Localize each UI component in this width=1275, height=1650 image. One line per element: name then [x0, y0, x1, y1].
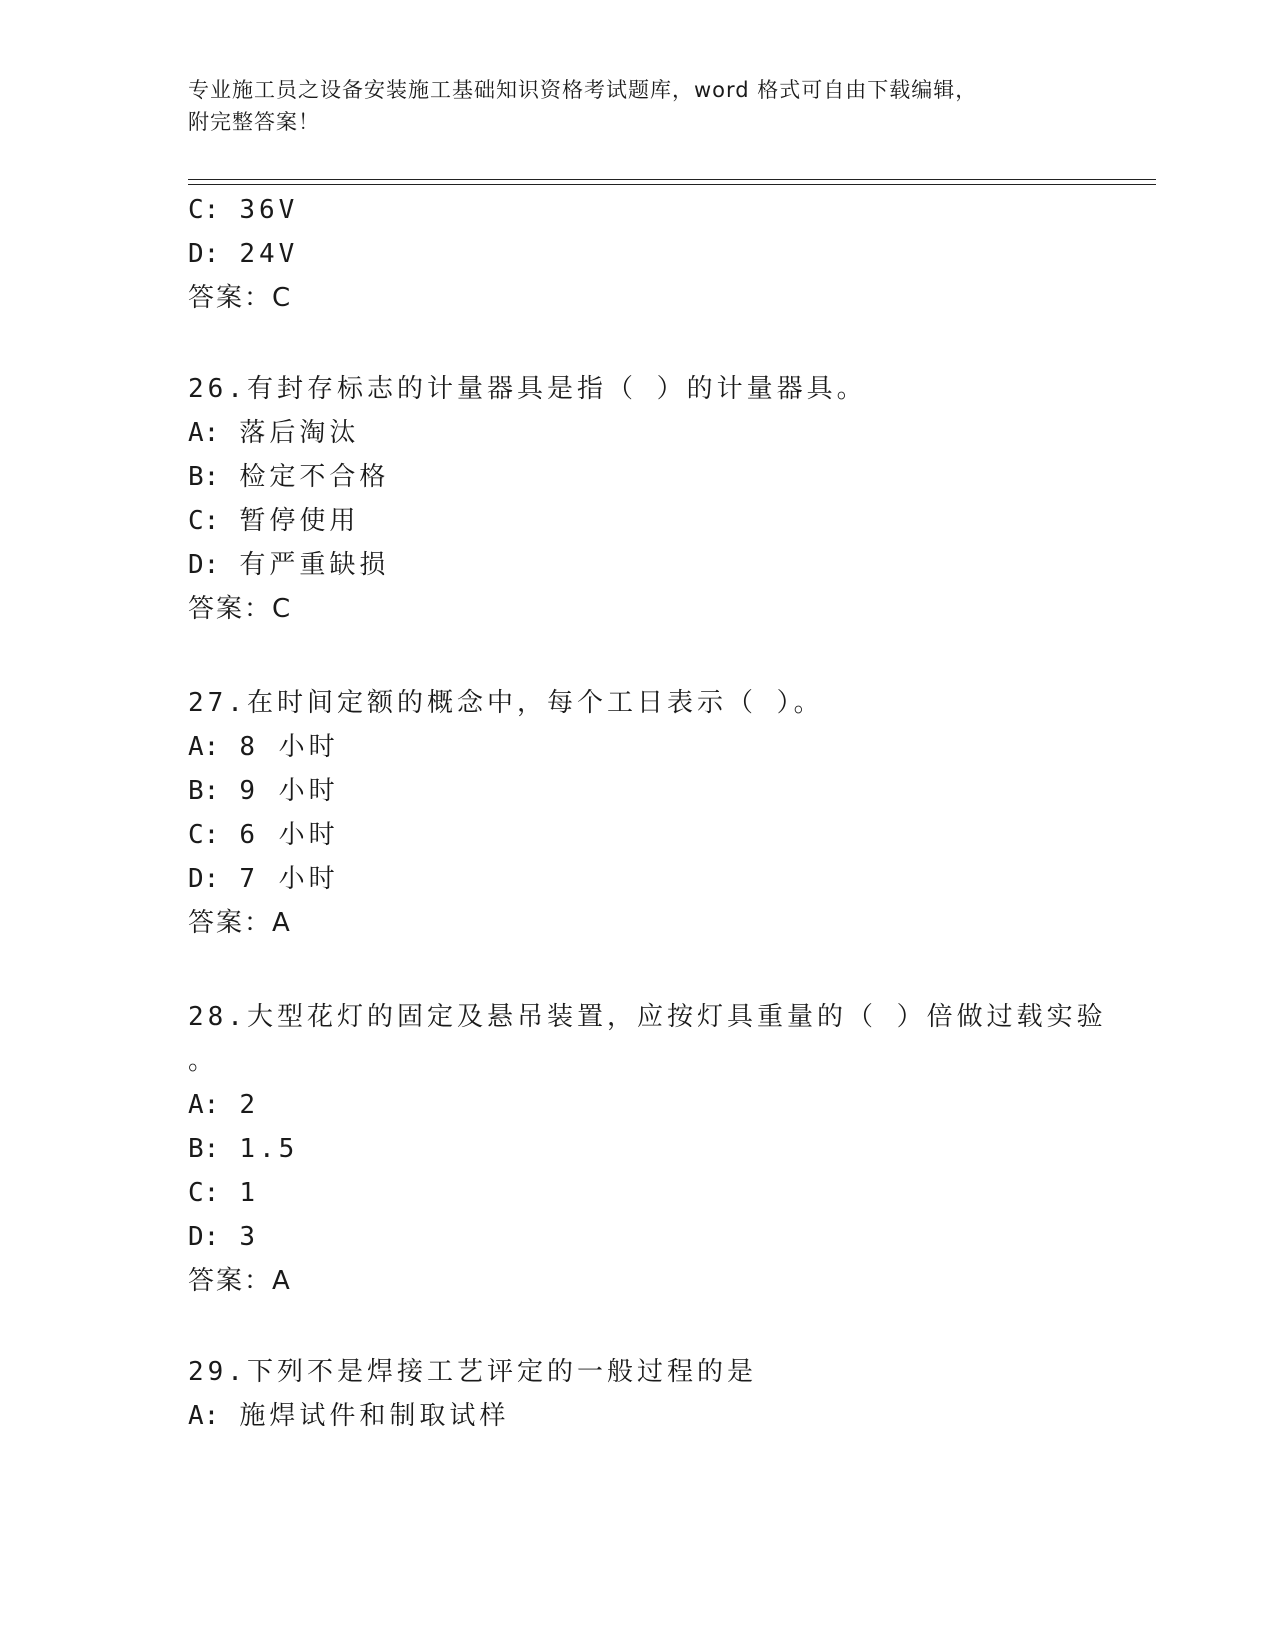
- question-27-option-b: B: 9 小时: [188, 776, 339, 806]
- question-26-option-c: C: 暂停使用: [188, 506, 360, 536]
- question-29-option-a: A: 施焊试件和制取试样: [188, 1401, 510, 1431]
- option-c: C: 36V: [188, 195, 299, 225]
- option-d: D: 24V: [188, 239, 299, 269]
- question-26-option-a: A: 落后淘汰: [188, 418, 360, 448]
- question-29-stem: 29.下列不是焊接工艺评定的一般过程的是: [188, 1357, 757, 1387]
- document-header: [188, 74, 1068, 138]
- question-26-option-b: B: 检定不合格: [188, 462, 390, 492]
- question-28-option-d: D: 3: [188, 1222, 259, 1252]
- question-28-option-b: B: 1.5: [188, 1134, 299, 1164]
- header-divider-top: [188, 179, 1156, 180]
- question-28-stem: 28.大型花灯的固定及悬吊装置，应按灯具重量的（ ）倍做过载实验: [188, 1002, 1107, 1032]
- question-27-option-c: C: 6 小时: [188, 820, 339, 850]
- header-line-2: 附完整答案！: [188, 110, 320, 134]
- question-26-option-d: D: 有严重缺损: [188, 550, 390, 580]
- answer-line: 答案：C: [188, 283, 293, 313]
- question-28-stem-continuation: 。: [188, 1046, 219, 1076]
- question-28-option-a: A: 2: [188, 1090, 259, 1120]
- question-27-option-d: D: 7 小时: [188, 864, 339, 894]
- header-line-1: 专业施工员之设备安装施工基础知识资格考试题库，word 格式可自由下载编辑，: [188, 78, 978, 102]
- question-26-stem: 26.有封存标志的计量器具是指（ ）的计量器具。: [188, 374, 867, 404]
- question-26-answer: 答案：C: [188, 594, 293, 624]
- question-27-option-a: A: 8 小时: [188, 732, 339, 762]
- question-27-stem: 27.在时间定额的概念中，每个工日表示（ ）。: [188, 688, 824, 718]
- question-28-answer: 答案：A: [188, 1266, 292, 1296]
- question-28-option-c: C: 1: [188, 1178, 259, 1208]
- header-divider-bottom: [188, 184, 1156, 185]
- question-27-answer: 答案：A: [188, 908, 292, 938]
